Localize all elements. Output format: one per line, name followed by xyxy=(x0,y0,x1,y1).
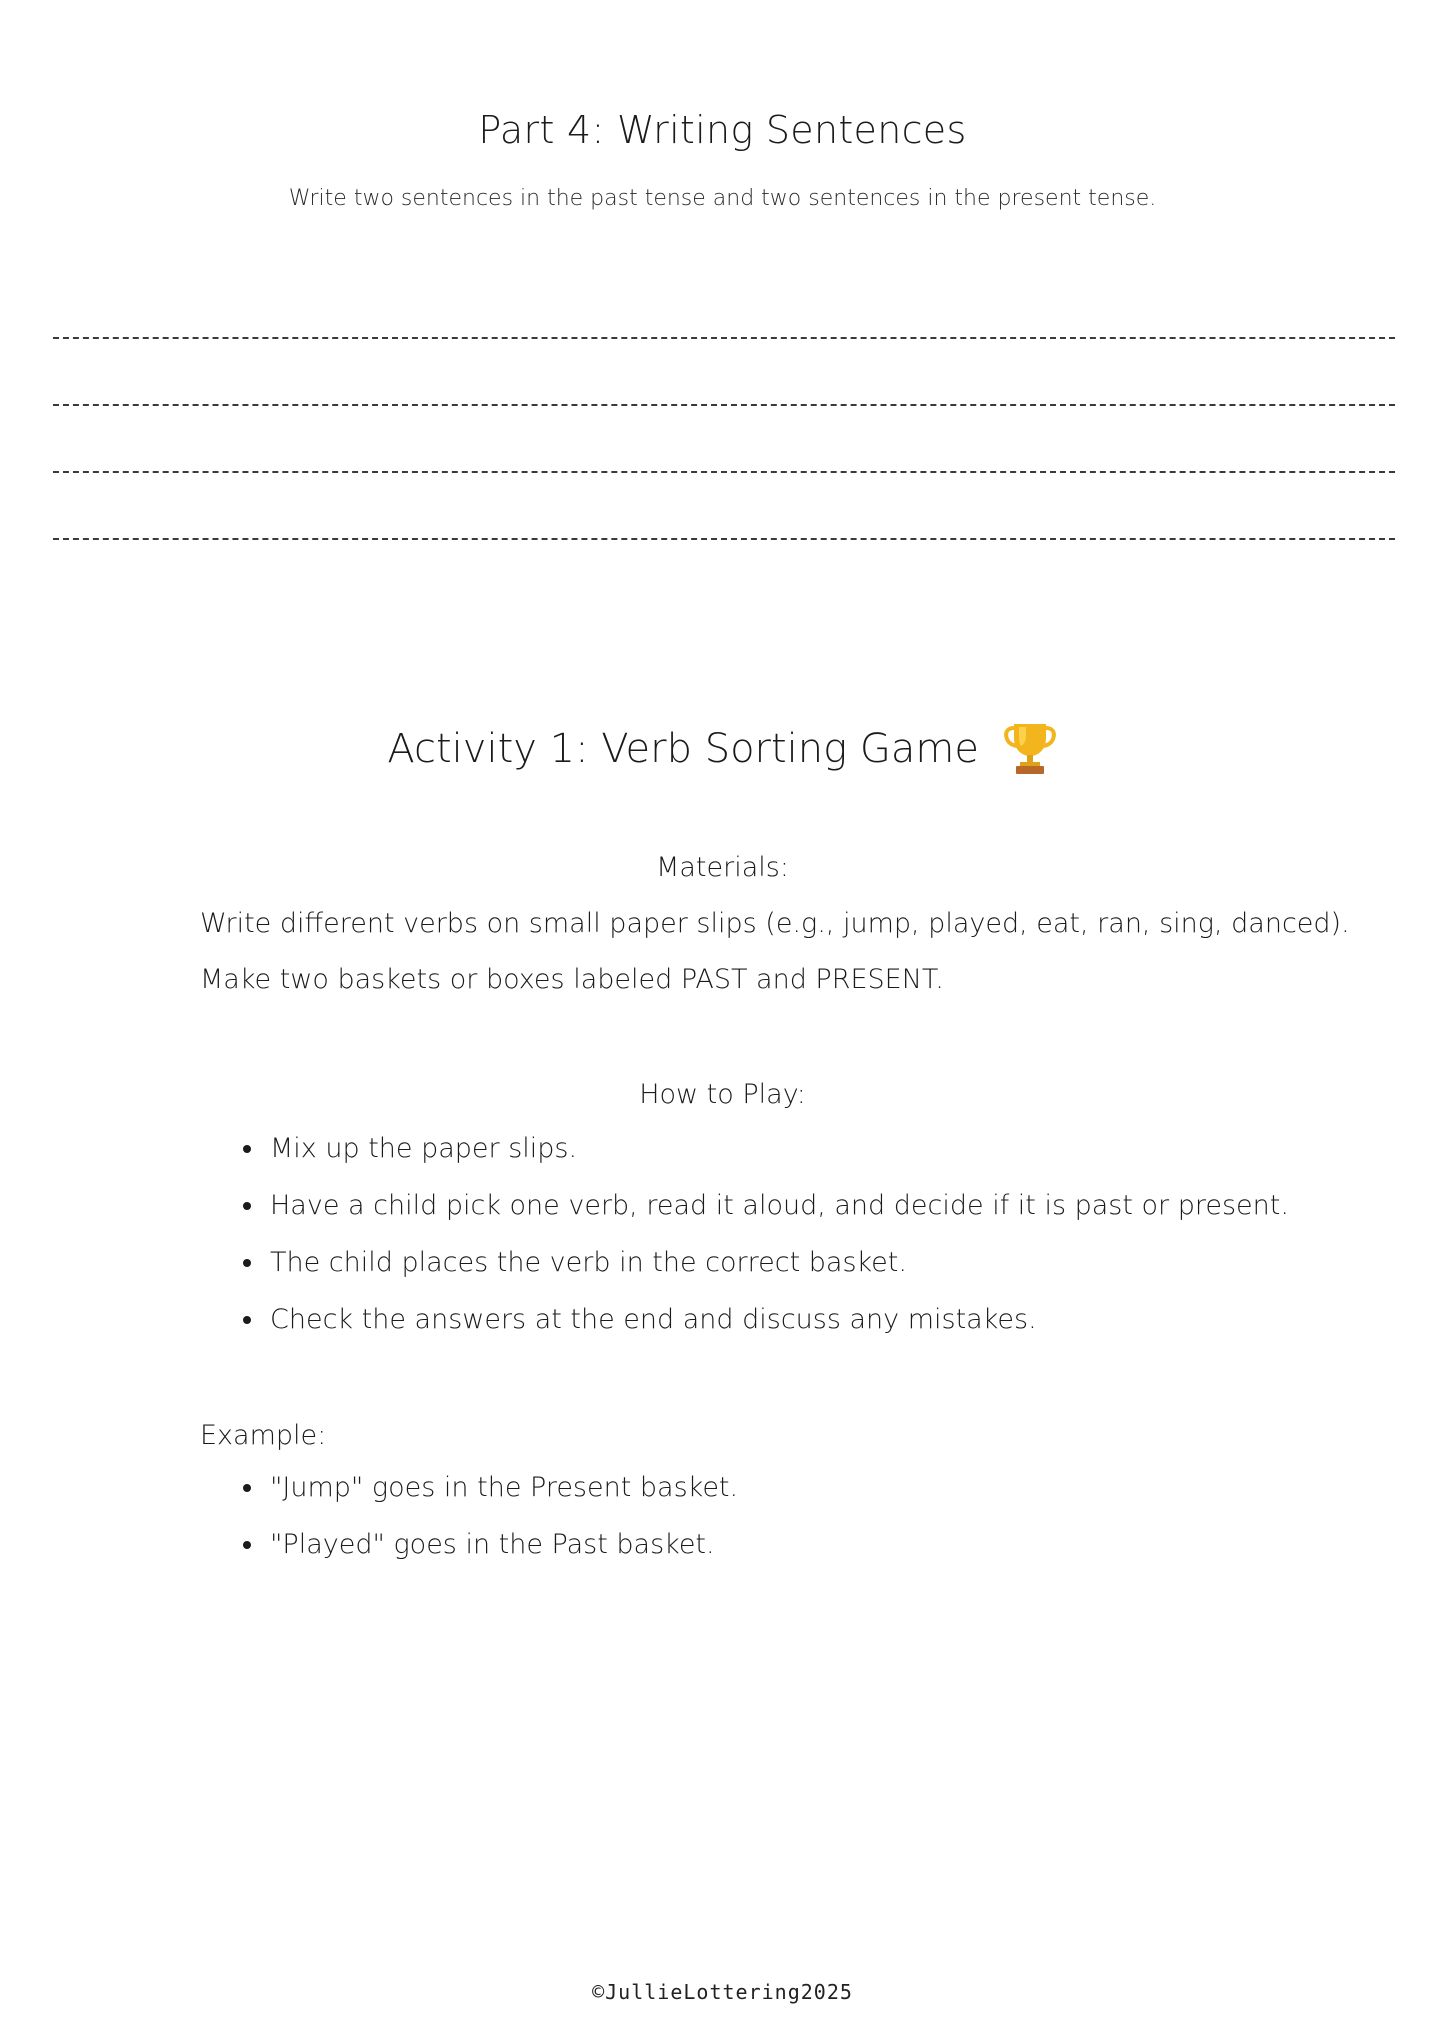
footer-copyright: ©JullieLottering2025 xyxy=(592,1980,853,2004)
list-item: Have a child pick one verb, read it aloud, and decide if it is past or present. xyxy=(270,1177,1289,1234)
how-to-play-list xyxy=(270,1120,1289,1348)
materials-line: Make two baskets or boxes labeled PAST and PRESENT. xyxy=(200,964,944,995)
list-item: "Jump" goes in the Present basket. xyxy=(270,1459,738,1516)
trophy-icon xyxy=(1002,716,1058,786)
list-item: Mix up the paper slips. xyxy=(270,1120,1289,1177)
materials-label: Materials: xyxy=(656,852,789,883)
list-item: "Played" goes in the Past basket. xyxy=(270,1516,738,1573)
list-item: Check the answers at the end and discuss any mistakes. xyxy=(270,1291,1289,1348)
part4-title: Part 4: Writing Sentences xyxy=(478,108,967,152)
writing-line[interactable] xyxy=(53,471,1395,473)
materials-line: Write different verbs on small paper slips (e.g., jump, played, eat, ran, sing, danced). xyxy=(200,908,1350,939)
writing-line[interactable] xyxy=(53,337,1395,339)
example-list xyxy=(270,1459,738,1573)
activity-title xyxy=(0,716,1445,786)
list-item: The child places the verb in the correct basket. xyxy=(270,1234,1289,1291)
writing-line[interactable] xyxy=(53,538,1395,540)
example-label: Example: xyxy=(200,1420,327,1451)
part4-instruction: Write two sentences in the past tense and two sentences in the present tense. xyxy=(288,186,1157,211)
writing-line[interactable] xyxy=(53,404,1395,406)
activity-title-text: Activity 1: Verb Sorting Game xyxy=(387,726,979,772)
how-to-play-label: How to Play: xyxy=(639,1079,806,1110)
